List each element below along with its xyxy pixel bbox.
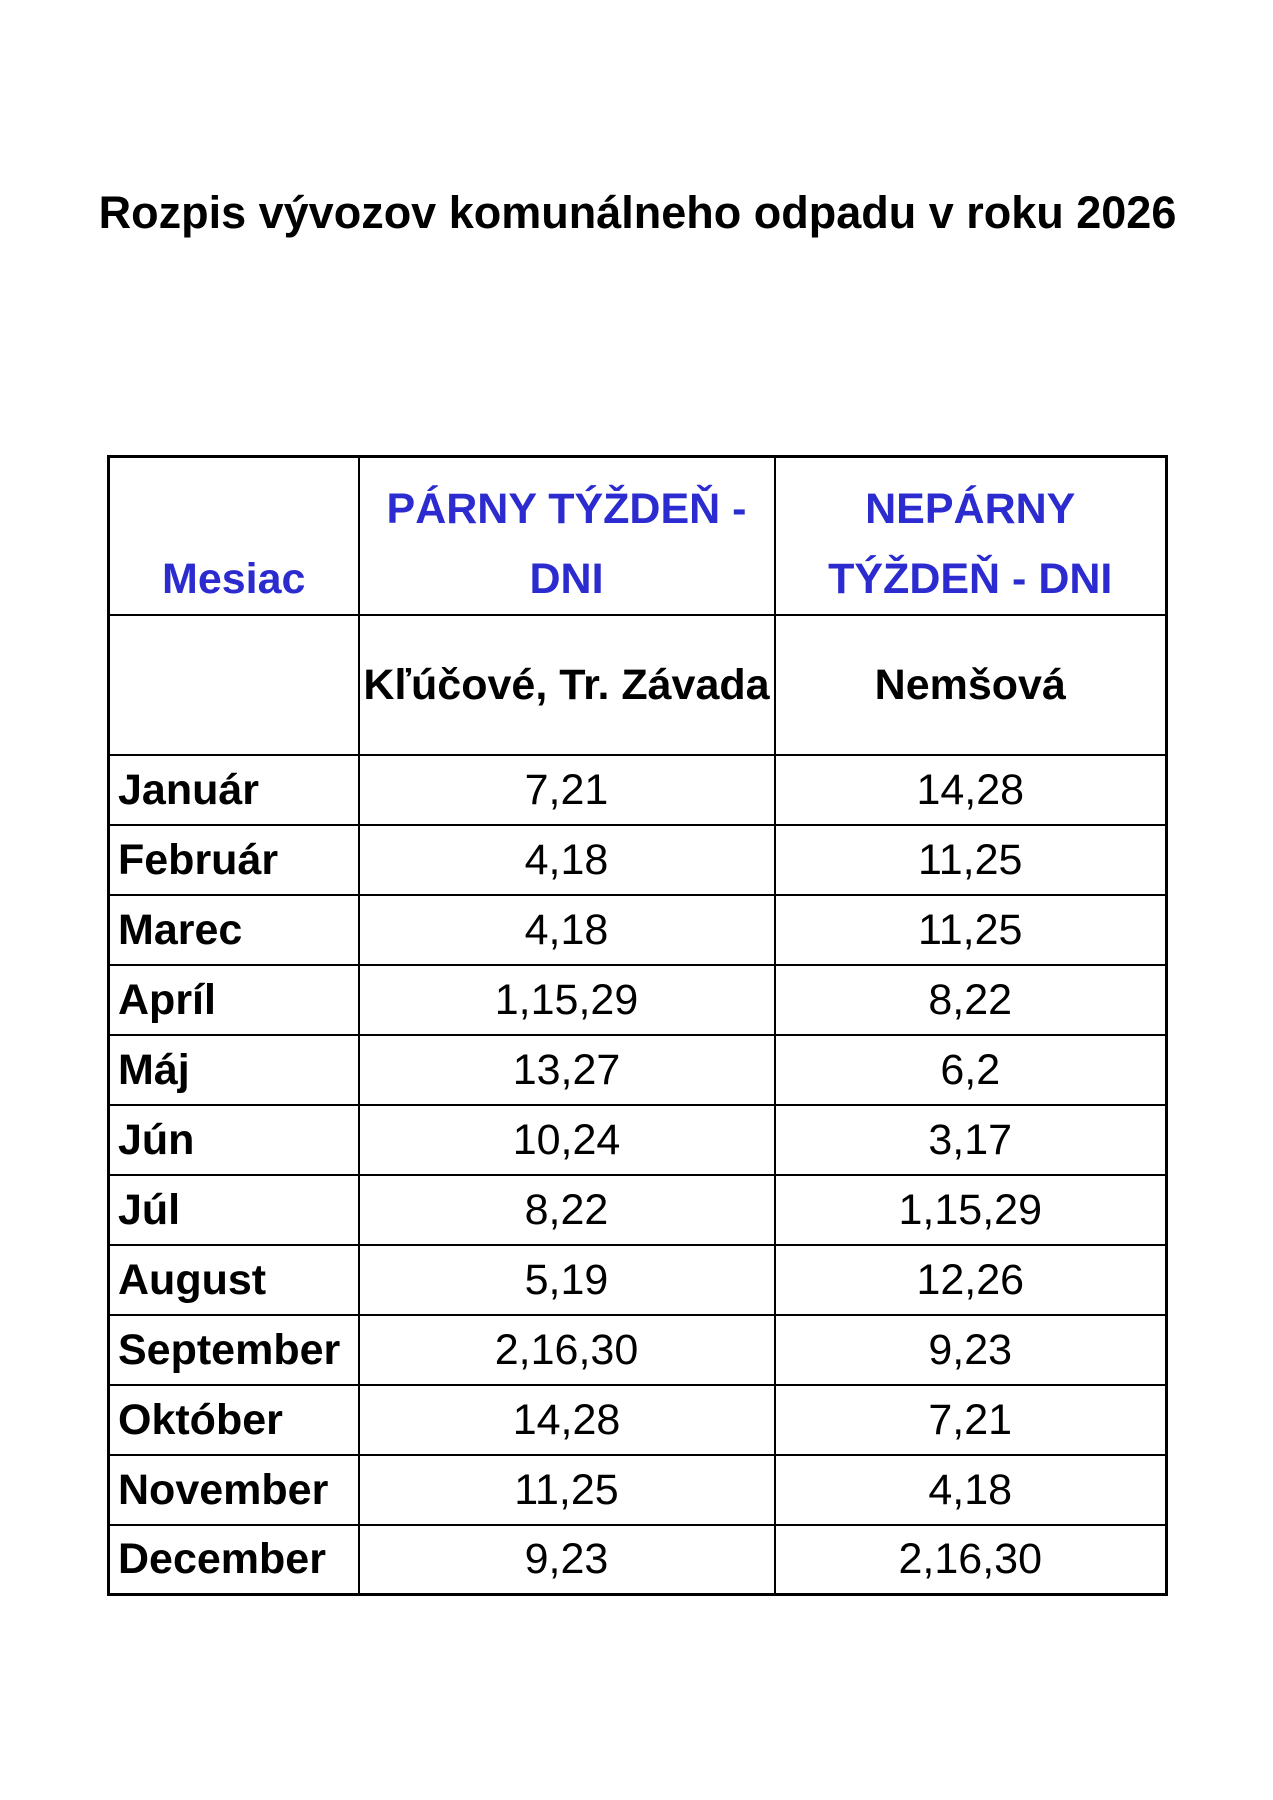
table-row	[109, 1455, 1167, 1525]
header-even-week: PÁRNY TÝŽDEŇ - DNI	[359, 457, 775, 615]
table-row	[109, 895, 1167, 965]
odd-week-days-cell: 14,28	[775, 755, 1167, 825]
month-cell: September	[109, 1315, 359, 1385]
header-odd-week: NEPÁRNY TÝŽDEŇ - DNI	[775, 457, 1167, 615]
month-cell: December	[109, 1525, 359, 1595]
even-week-days-cell: 14,28	[359, 1385, 775, 1455]
table-row	[109, 1035, 1167, 1105]
table-row	[109, 1315, 1167, 1385]
even-week-days-cell: 4,18	[359, 895, 775, 965]
even-week-days-cell: 8,22	[359, 1175, 775, 1245]
odd-week-days-cell: 9,23	[775, 1315, 1167, 1385]
even-week-days-cell: 2,16,30	[359, 1315, 775, 1385]
odd-week-days-cell: 3,17	[775, 1105, 1167, 1175]
odd-week-days-cell: 6,2	[775, 1035, 1167, 1105]
even-week-days-cell: 1,15,29	[359, 965, 775, 1035]
month-cell: Február	[109, 825, 359, 895]
page-title: Rozpis vývozov komunálneho odpadu v roku 2026	[98, 187, 1177, 238]
even-week-days-cell: 7,21	[359, 755, 775, 825]
month-cell: Máj	[109, 1035, 359, 1105]
table-row	[109, 1525, 1167, 1595]
odd-week-days-cell: 11,25	[775, 825, 1167, 895]
table-row	[109, 825, 1167, 895]
month-cell: Jún	[109, 1105, 359, 1175]
even-week-days-cell: 4,18	[359, 825, 775, 895]
subheader-month	[109, 615, 359, 755]
odd-week-days-cell: 12,26	[775, 1245, 1167, 1315]
odd-week-days-cell: 2,16,30	[775, 1525, 1167, 1595]
table-row	[109, 1385, 1167, 1455]
table-row	[109, 755, 1167, 825]
header-month: Mesiac	[109, 457, 359, 615]
odd-week-days-cell: 1,15,29	[775, 1175, 1167, 1245]
month-cell: Marec	[109, 895, 359, 965]
month-cell: Október	[109, 1385, 359, 1455]
odd-week-days-cell: 7,21	[775, 1385, 1167, 1455]
even-week-days-cell: 11,25	[359, 1455, 775, 1525]
even-week-days-cell: 9,23	[359, 1525, 775, 1595]
header-row	[109, 457, 1167, 615]
month-cell: Apríl	[109, 965, 359, 1035]
odd-week-days-cell: 11,25	[775, 895, 1167, 965]
table-row	[109, 965, 1167, 1035]
month-cell: Júl	[109, 1175, 359, 1245]
table-row	[109, 1245, 1167, 1315]
odd-week-days-cell: 8,22	[775, 965, 1167, 1035]
subheader-row	[109, 615, 1167, 755]
even-week-days-cell: 10,24	[359, 1105, 775, 1175]
month-cell: Január	[109, 755, 359, 825]
month-cell: August	[109, 1245, 359, 1315]
odd-week-days-cell: 4,18	[775, 1455, 1167, 1525]
schedule-table	[107, 455, 1168, 1596]
even-week-days-cell: 5,19	[359, 1245, 775, 1315]
subheader-even-week: Kľúčové, Tr. Závada	[359, 615, 775, 755]
table-row	[109, 1105, 1167, 1175]
table-row	[109, 1175, 1167, 1245]
even-week-days-cell: 13,27	[359, 1035, 775, 1105]
subheader-odd-week: Nemšová	[775, 615, 1167, 755]
month-cell: November	[109, 1455, 359, 1525]
